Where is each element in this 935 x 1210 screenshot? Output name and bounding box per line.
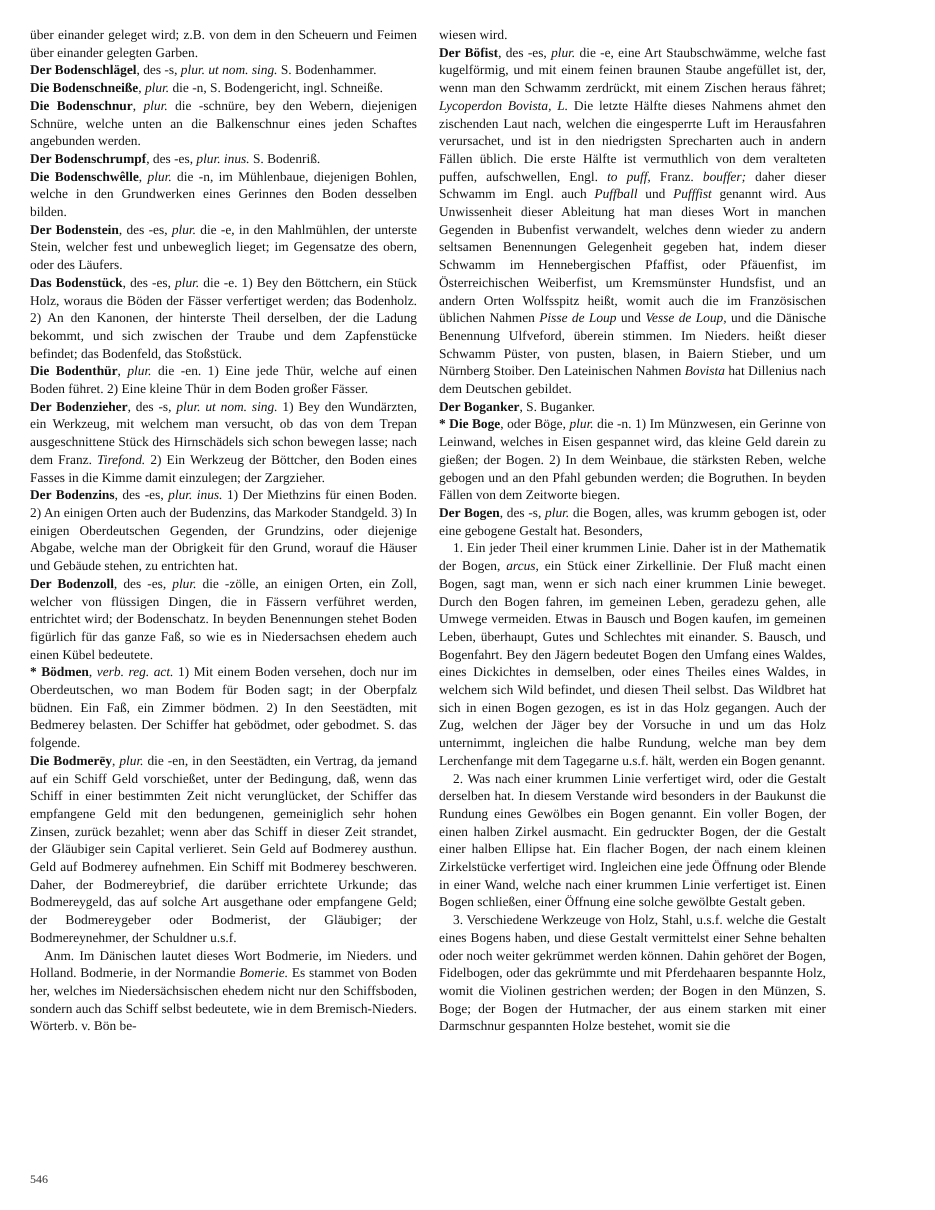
- entry-text: S. Bodenhammer.: [277, 62, 377, 78]
- entry-text: die -zölle, an einigen Orten, ein Zoll, welcher von flüssigen Dingen, die in Fässern verführet werden, entrichtet wird; der Bodenschatz. In beyden Benennungen stehet Boden figürlich für das ganze Faß, so wie es in Niedersachsen ehedem auch einen Kübel bedeutete.: [30, 575, 417, 662]
- headword: Der Bodenstein: [30, 221, 119, 237]
- italic-term: plur.: [143, 97, 168, 113]
- italic-term: Pufffist: [673, 186, 712, 202]
- entry-text: die -e, eine Art Staubschwämme, welche fast kugelförmig, und mit einem feinen braunen Staube angefüllet ist, der, wenn man den Schwamm zerdrückt, mit einem Zischen heraus fähret;: [439, 44, 827, 96]
- dictionary-entry: [30, 663, 417, 752]
- entry-text: die -n, im Mühlenbaue, diejenigen Bohlen, welche in den Grundwerken eines Gerinnes den Boden desselben bilden.: [30, 168, 417, 220]
- headword: Die Bodenthür: [30, 363, 118, 379]
- headword: Die Bodmerēy: [30, 752, 113, 768]
- italic-term: plur.: [171, 221, 196, 237]
- dictionary-entry: [439, 504, 826, 539]
- headword: Der Bodenzieher: [30, 398, 128, 414]
- entry-text: ,: [112, 752, 120, 768]
- dictionary-page: [30, 26, 826, 1176]
- entry-text: die Bogen, alles, was krumm gebogen ist, oder eine gebogene Gestalt hat. Besonders,: [439, 504, 827, 538]
- entry-text: , des -es,: [118, 221, 172, 237]
- italic-term: Bomerie.: [239, 965, 289, 981]
- entry-text: die -e. 1) Bey den Böttchern, ein Stück Holz, woraus die Böden der Fässer verfertiget werden; das Bodenholz. 2) An den Kanonen, der hinterste Theil derselben, der die Ladung bekommt, und sich zwischen der Traube und dem Zapfenstücke befindet; das Bodenfeld, das Stoßstück.: [30, 274, 418, 361]
- headword: Der Bodenschlägel: [30, 62, 137, 78]
- italic-term: Pisse de Loup: [539, 310, 617, 326]
- entry-text: , des -es,: [498, 44, 552, 60]
- headword: * Die Boge: [439, 416, 501, 432]
- entry-text: 1) Mit einem Boden versehen, doch nur im Oberdeutschen, wo man Bodem für Boden sagt; in der Oberpfalz büdnen. Ein Faß, ein Zimmer bödmen. 2) In den Seestädten, mit Bedmerey belasten. Der Schiffer hat gebödmet, oder gebodmet. S. das folgende.: [30, 664, 417, 751]
- entry-text: , S. Buganker.: [519, 398, 595, 414]
- entry-text: 1) Bey den Wundärzten, ein Werkzeug, mit welchem man versucht, ob das von dem Trepan ausgeschnittene Stück des Hirnschädels sich schon bewegen lasse; nach dem Franz.: [30, 398, 417, 467]
- italic-term: plur. inus.: [168, 487, 223, 503]
- entry-text: daher dieser Schwamm im Engl. auch: [439, 168, 826, 202]
- entry-text: 3. Verschiedene Werkzeuge von Holz, Stahl, u.s.f. welche die Gestalt eines Bogens haben, und diese Gestalt vermittelst einer Sehne behalten oder noch weiter gekrümmet werden können. Dahin gehöret der Bogen, Fidelbogen, oder das gekrümmte und mit Pferdehaaren bespannte Holz, womit die Violinen gestrichen werden; der Bogen in den Münzen, S. Boge; der Bogen der Hutmacher, der aus einem starken mit einer Darmschnur gespannten Holze bestehet, womit sie die: [439, 912, 826, 1034]
- entry-text: 1) Der Miethzins für einen Boden. 2) An einigen Orten auch der Budenzins, das Markoder Standgeld. 3) In einigen Oberdeutschen Gegenden, der Grundzins, oder diejenige Abgabe, welche man der Obrigkeit für den Grund, worauf die Häuser und Gebäude stehen, zu entrichten hat.: [30, 487, 418, 574]
- headword: Der Boganker: [439, 398, 520, 414]
- italic-term: plur. ut nom. sing.: [176, 398, 278, 414]
- entry-text: ,: [132, 97, 144, 113]
- entry-text: 1. Ein jeder Theil einer krummen Linie. Daher ist in der Mathematik der Bogen,: [439, 540, 826, 574]
- italic-term: plur.: [147, 168, 172, 184]
- dictionary-entry: [30, 947, 417, 1036]
- italic-term: plur. inus.: [196, 150, 250, 166]
- italic-term: plur.: [144, 80, 170, 96]
- italic-term: plur.: [551, 44, 576, 60]
- entry-text: , des -es,: [122, 274, 176, 290]
- italic-term: bouffer;: [702, 168, 747, 184]
- italic-term: plur.: [119, 752, 144, 768]
- entry-text: und: [637, 186, 674, 202]
- entry-text: , oder Böge,: [500, 416, 570, 432]
- dictionary-entry: [30, 752, 417, 947]
- headword: Die Bodenschwêlle: [30, 168, 139, 184]
- entry-text: , des -s,: [136, 62, 181, 78]
- headword: Die Bodenschneiße: [30, 80, 139, 96]
- entry-text: ,: [138, 168, 148, 184]
- entry-text: S. Bodenriß.: [249, 150, 321, 166]
- entry-text: die -e, in den Mahlmühlen, der unterste Stein, welcher fest und unbeweglich lieget; im Gegensatze des obern, oder des Läufers.: [30, 221, 418, 273]
- entry-text: hat Dillenius nach dem Deutschen gebildet.: [439, 363, 827, 397]
- dictionary-entry: [30, 150, 417, 168]
- entry-text: Die letzte Hälfte dieses Nahmens ahmet den zischenden Laut nach, welchen die eingesperrte Luft im Herausfahren verursachet, und ist in den niedrigsten Sprecharten auch in andern Fällen üblich. Die erste Hälfte ist vermuthlich von dem veralteten puffen, aufschwellen, Engl.: [439, 97, 826, 184]
- dictionary-entry: [30, 221, 417, 274]
- headword: Der Bodenschrumpf: [30, 150, 147, 166]
- dictionary-entry: [30, 79, 417, 97]
- entry-text: und die Dänische Benennung Ulfveford, überein stimmen. Im Nieders. heißt dieser Schwamm Püster, von pusten, blasen, in Baiern Stieber, und um Nürnberg Stoiber. Den Lateinischen Nahmen: [439, 310, 827, 379]
- dictionary-entry: [439, 26, 826, 44]
- headword: Der Bodenzins: [30, 487, 115, 503]
- entry-text: Es stammet von Boden her, welches im Niedersächsischen ehedem nicht nur den Schiffsboden, sondern auch das Schiff selbst bedeutete, wie in dem Bremisch-Nieders. Wörterb. v. Bön be-: [30, 965, 417, 1034]
- headword: * Bödmen: [30, 664, 89, 680]
- italic-term: plur.: [545, 504, 570, 520]
- headword: Der Böfist: [439, 44, 499, 60]
- entry-text: die -schnüre, bey den Webern, diejenigen Schnüre, welche unten an die Balkenschnur eines jeden Schaftes angebunden werden.: [30, 97, 417, 149]
- dictionary-entry: [30, 97, 417, 150]
- headword: Der Bogen: [439, 504, 500, 520]
- headword: Das Bodenstück: [30, 274, 123, 290]
- entry-text: , des -s,: [499, 504, 546, 520]
- italic-term: Puffball: [594, 186, 638, 202]
- dictionary-entry: [30, 61, 417, 79]
- italic-term: arcus,: [506, 558, 539, 574]
- entry-text: , des -es,: [113, 575, 173, 591]
- entry-text: ,: [138, 80, 145, 96]
- entry-text: Franz.: [650, 168, 703, 184]
- entry-text: Anm. Im Dänischen lautet dieses Wort Bodmerie, im Nieders. und Holland. Bodmerie, in der Normandie: [30, 947, 417, 981]
- dictionary-entry: [30, 486, 417, 575]
- italic-term: to puff,: [607, 168, 651, 184]
- italic-term: plur. ut nom. sing.: [180, 62, 278, 78]
- entry-text: wiesen wird.: [439, 27, 508, 42]
- dictionary-entry: [439, 539, 826, 769]
- headword: Die Bodenschnur: [30, 97, 133, 113]
- entry-text: ein Stück einer Zirkellinie. Der Fluß macht einen Bogen, sagt man, wenn er sich nach einer krummen Linie beweget. Durch den Bogen fahren, im gemeinen Leben, geradezu gehen, alle Umwege vermeiden. Etwas in Bausch und Bogen kaufen, im gemeinen Leben, überhaupt, Gutes und Schlechtes mit einander. S. Bausch, und Bogenfahrt. Bey den Jägern bedeutet Bogen den Umfang eines Waldes, eines Dickichtes in demselben, oder eines Theiles eines Waldes, in welchem sich Wild befindet, und diesen Theil selbst. Das Wildbret hat sich in einen Bogen gezogen, es ist in das Holz gegangen. Auch der Zug, welchen der Jäger bey der Vorsuche in und um das Holz unternimmt, ingleichen die halbe Rundung, welche man bey dem Lerchenfange mit dem Tagegarne u.s.f. hält, werden ein Bogen genannt.: [439, 558, 826, 768]
- italic-term: Tirefond.: [97, 451, 146, 467]
- page-number: 546: [30, 1172, 48, 1186]
- entry-text: ,: [117, 363, 128, 379]
- italic-term: Vesse de Loup,: [645, 310, 727, 326]
- right-column: [439, 26, 826, 1035]
- headword: Der Bodenzoll: [30, 575, 114, 591]
- entry-text: über einander geleget wird; z.B. von dem in den Scheuern und Feimen über einander gelegten Garben.: [30, 27, 417, 60]
- dictionary-entry: [439, 44, 826, 398]
- dictionary-entry: [30, 362, 417, 397]
- italic-term: verb. reg. act.: [96, 664, 174, 680]
- dictionary-entry: [30, 398, 417, 487]
- entry-text: , des -es,: [114, 487, 169, 503]
- italic-term: plur.: [172, 575, 197, 591]
- left-column: [30, 26, 417, 1035]
- dictionary-entry: [439, 770, 826, 912]
- dictionary-entry: [439, 415, 826, 504]
- dictionary-entry: [30, 168, 417, 221]
- entry-text: , des -es,: [146, 150, 197, 166]
- entry-text: , des -s,: [127, 398, 177, 414]
- entry-text: 2. Was nach einer krummen Linie verfertiget wird, oder die Gestalt derselben hat. In diesem Verstande wird besonders in der Baukunst die Rundung eines Gewölbes ein Bogen genannt. Ein voller Bogen, der einen halben Zirkel ausmacht. Ein gedruckter Bogen, der die Gestalt einer halben Ellipse hat. Ein flacher Bogen, der nach einem kleinen Zirkelstücke verfertiget wird. Ingleichen eine jede Öffnung oder Blende in einer Wand, welche nach einer krummen Linie verfertiget ist. Einen Bogen schließen, einer Öffnung eine solche gewölbte Gestalt geben.: [439, 770, 826, 910]
- entry-text: 2) Ein Werkzeug der Böttcher, den Boden eines Fasses in die Kimme damit einzulegen; der Zargzieher.: [30, 451, 417, 485]
- entry-text: die -en, in den Seestädten, ein Vertrag, da jemand auf ein Schiff Geld vorschießet, unter der Bedingung, daß, wenn das Schiff in einer bestimmten Zeit nicht verunglücket, der Schiffer das empfangene Geld mit den bedungenen, gemeiniglich sehr hohen Zinsen, zurück bezahlet; wenn aber das Schiff in dieser Zeit strandet, der Gläubiger sein Capital verlieret. Sein Geld auf Bodmerey austhun. Geld auf Bodmerey aufnehmen. Ein Schiff mit Bodmerey beschweren. Daher, der Bodmereybrief, die darüber errichtete Urkunde; das Bodmereygeld, das auf solche Art ausgethane oder empfangene Geld; der Bodmereygeber oder Bodmerist, der Gläubiger; der Bodmereynehmer, der Schuldner u.s.f.: [30, 752, 418, 945]
- entry-text: ,: [88, 664, 97, 680]
- entry-text: genannt wird. Aus Unwissenheit dieser Ableitung hat man dieses Wort in manchen Gegenden in Bubenfist verwandelt, welches denn wieder zu andern seltsamen Benennungen Gelegenheit gegeben hat, indem dieser Schwamm im Hennebergischen Pfaffist, oder Pfäuenfist, im Österreichischen Weiberfist, um Kremsmünster Hundsfist, und an andern Orten Wolfsspitz heißt, womit auch die im Französischen üblichen Nahmen: [439, 186, 826, 326]
- italic-term: plur.: [127, 363, 152, 379]
- entry-text: die -en. 1) Eine jede Thür, welche auf einen Boden führet. 2) Eine kleine Thür in dem Boden großer Fässer.: [30, 363, 417, 397]
- entry-text: die -n. 1) Im Münzwesen, ein Gerinne von Leinwand, welches in Eisen gespannet wird, das kleine Geld darein zu gießen; der Bogen. 2) In dem Weinbaue, die stärksten Reben, welche gebogen und an den Pfahl gebunden werden; die Bogruthen. In beyden Fällen von dem Zeitworte biegen.: [439, 416, 827, 503]
- italic-term: plur.: [569, 416, 594, 432]
- italic-term: plur.: [175, 274, 200, 290]
- entry-text: die -n, S. Bodengericht, ingl. Schneiße.: [169, 80, 383, 96]
- dictionary-entry: [439, 911, 826, 1035]
- italic-term: Lycoperdon Bovista, L.: [439, 97, 569, 113]
- italic-term: Bovista: [684, 363, 725, 379]
- dictionary-entry: [30, 575, 417, 664]
- dictionary-entry: [30, 274, 417, 363]
- entry-text: und: [616, 310, 646, 326]
- dictionary-entry: [30, 26, 417, 61]
- dictionary-entry: [439, 398, 826, 416]
